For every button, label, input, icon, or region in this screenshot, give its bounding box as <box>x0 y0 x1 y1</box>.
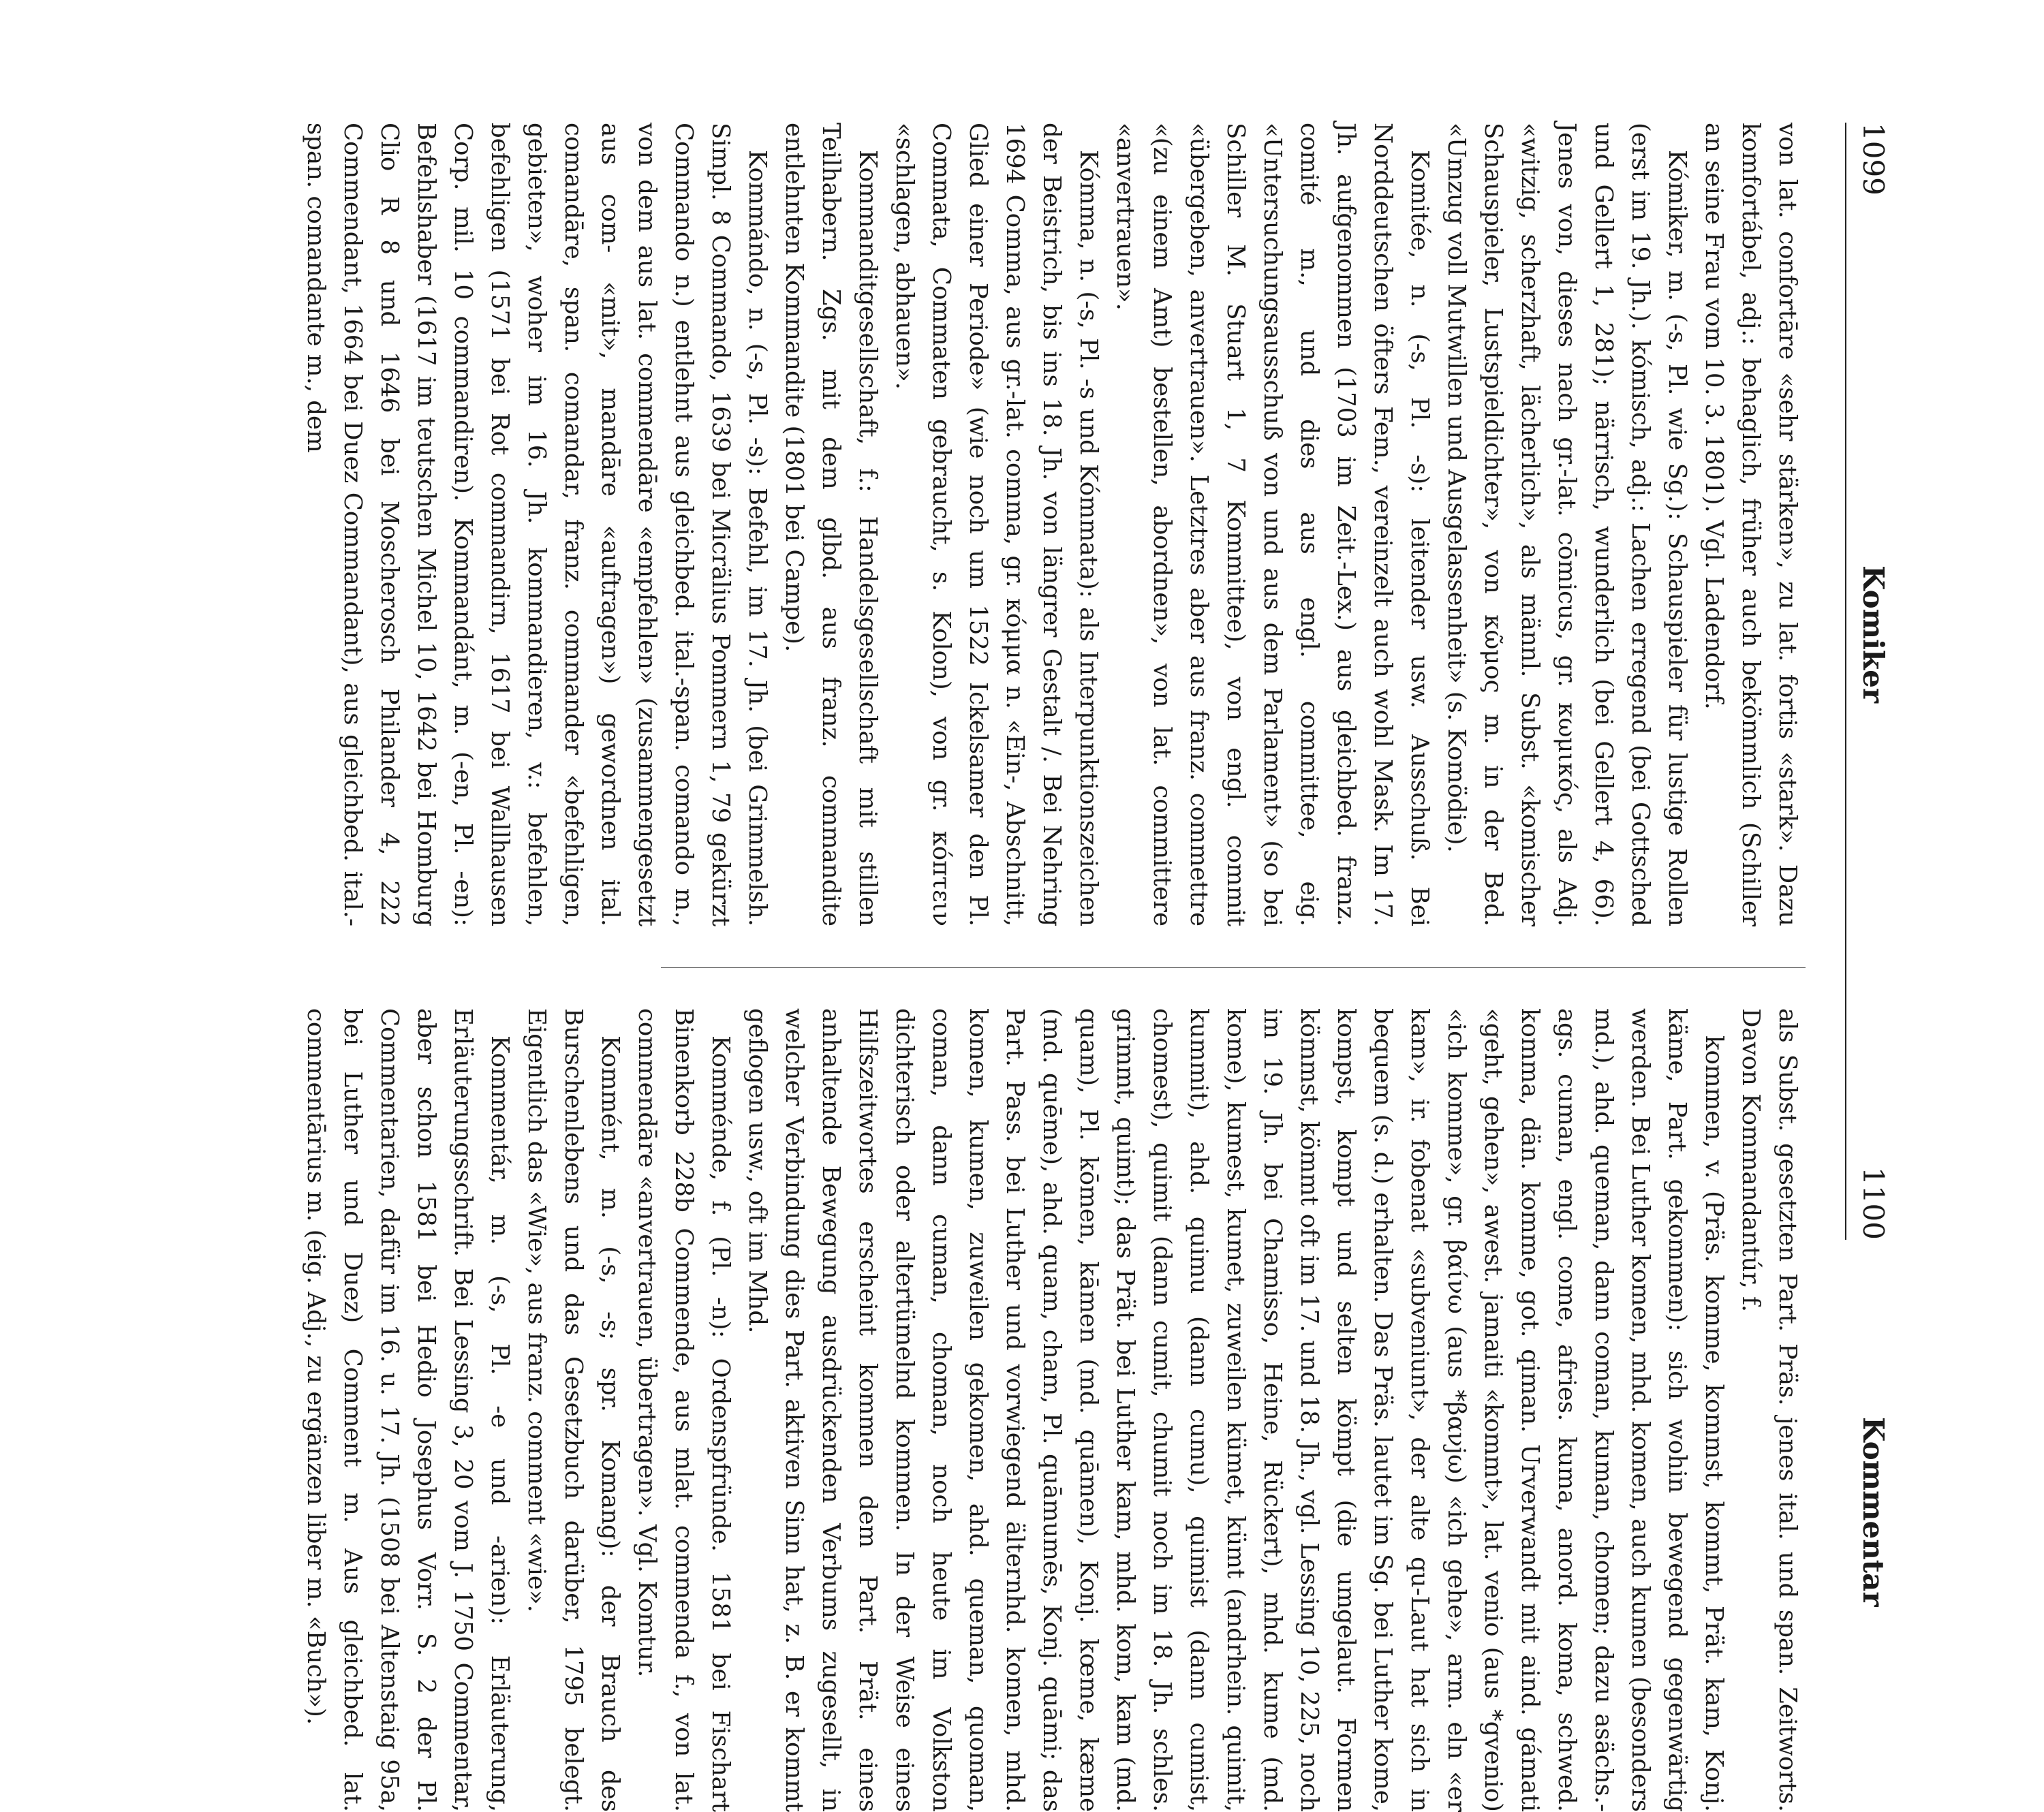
entry-kommentar: Kommentár, m. (-s, Pl. -e und -arien): Erläuterung, Erläuterungsschrift. Bei Lessing 3, 20 vom J. 1750 Commentar, aber schon 1581 bei Hedio Josephus Vorr. S. 2 der Pl. Commentarien, dafür im 16. u. 17. Jh. (1508 bei Altenstaig 95a, bei Luther und Duez) Comment m. Aus gleichbed. lat. commentārius m. (eig. Adj., zu ergänzen liber m. «Buch»). <box>302 1008 514 1812</box>
page-header <box>1845 123 1894 1607</box>
entry-komitee: Komitée, n. (-s, Pl. -s): leitender usw. Ausschuß. Bei Norddeutschen öfters Fem., vereinzelt auch wohl Mask. Im 17. Jh. aufgenommen (1703 im Zeit.-Lex.) aus gleichbed. franz. comité m., und dies aus engl. committee, eig. «Untersuchungsausschuß von und aus dem Parlament» (so bei Schiller M. Stuart 1, 7 Kommittee), von engl. commit «übergeben, anvertrauen». Letztres aber aus franz. commettre «(zu einem Amt) bestellen, abordnen», von lat. committere «anvertrauen». <box>1111 123 1434 926</box>
column-divider <box>661 967 1806 968</box>
entry-kommandant-continuation: als Subst. gesetzten Part. Präs. jenes ital. und span. Zeitworts. Davon Kommandantúr, f. <box>1737 1008 1801 1812</box>
entry-kommen: kommen, v. (Präs. komme, kommst, kommt, Prät. kam, Konj. käme, Part. gekommen): sich wohin bewegend gegenwärtig werden. Bei Luther komen, mhd. komen, auch kumen (besonders md.), ahd. queman, dann coman, kuman, chomen; dazu asächs.-ags. cuman, engl. come, afries. kuma, anord. koma, schwed. komma, dän. komme, got. qiman. Urverwandt mit aind. gámati «geht, gehen», awest. jamaiti «kommt», lat. venio (aus *gvenio) «ich komme», gr. βαίνω (aus *βανjω) «ich gehe», arm. eln «er kam», ir. fobenat «subveniunt», der alte qu-Laut hat sich in bequem (s. d.) erhalten. Das Präs. lautet im Sg. bei Luther kome, kompst, kompt und selten kömpt (die umgelaut. Formen kömmst, kömmt oft im 17. und 18. Jh., vgl. Lessing 10, 225, noch im 19. Jh. bei Chamisso, Heine, Rückert), mhd. kume (md. kome), kumest, kumet, zuweilen kümet, kümt (andrhein. quimit, kummit), ahd. quimu (dann cumu), quimist (dann cumist, chomest), quimit (dann cumit, chumit noch im 18. Jh. schles. grimmt, quimt); das Prät. bei Luther kam, mhd. kom, kam (md. quam), Pl. kōmen, kāmen (md. quāmen), Konj. kœme, kæme (md. quēme), ahd. quam, cham, Pl. quāmumēs, Konj. quāmi; das Part. Pass. bei Luther und vorwiegend älternhd. komen, mhd. komen, kumen, zuweilen gekomen, ahd. queman, quoman, coman, dann cuman, choman, noch heute im Volkston dichterisch oder altertümelnd kommen. In der Weise eines Hilfszeitwortes erscheint kommen dem Part. Prät. eines anhaltende Bewegung ausdrückenden Verbums zugesellt, in welcher Verbindung dies Part. aktiven Sinn hat, z. B. er kommt geflogen usw., oft im Mhd. <box>743 1008 1728 1812</box>
entry-kommando: Kommándo, n. (-s, Pl. -s): Befehl, im 17. Jh. (bei Grimmelsh. Simpl. 8 Commando, 1639 bei Micrälius Pommern 1, 79 gekürzt Commando n.) entlehnt aus gleichbed. ital.-span. comando m., von dem aus lat. commendāre «empfehlen» (zusammengesetzt aus com- «mit», mandāre «auftragen») gewordnen ital. comandāre, span. comandar, franz. commander «befehligen, gebieten», woher im 16. Jh. kommandieren, v.: befehlen, befehligen (1571 bei Rot commandirn, 1617 bei Wallhausen Corp. mil. 10 commandiren). Kommandánt, m. (-en, Pl. -en): Befehlshaber (1617 im teutschen Michel 10, 1642 bei Homburg Clio R 8 und 1646 bei Moscherosch Philander 4, 222 Commendant, 1664 bei Duez Commandant), aus gleichbed. ital.-span. comandante m., dem <box>302 123 771 926</box>
entry-komiker: Kómiker, m. (-s, Pl. wie Sg.): Schauspieler für lustige Rollen (erst im 19. Jh.). kómisch, adj.: Lachen erregend (bei Gottsched und Gellert 1, 281); närrisch, wunderlich (bei Gellert 4, 66). Jenes von, dieses nach gr.-lat. cōmicus, gr. κωμικός, als Adj. «witzig, scherzhaft, lächerlich», als männl. Subst. «komischer Schauspieler, Lustspieldichter», von κῶμος m. in der Bed. «Umzug voll Mutwillen und Ausgelassenheit» (s. Komödie). <box>1442 123 1691 926</box>
left-column <box>297 123 1806 926</box>
running-headword-left: Komiker <box>1857 565 1890 703</box>
entry-komma: Kómma, n. (-s, Pl. -s und Kómmata): als Interpunktionszeichen der Beistrich, bis ins 18. Jh. von längrer Gestalt /. Bei Nehring 1694 Comma, aus gr.-lat. comma, gr. κόμμα n. «Ein-, Abschnitt, Glied einer Periode» (wie noch um 1522 Ickelsamer den Pl. Commata, Commaten gebraucht, s. Kolon), von gr. κόπτειν «schlagen, abhauen». <box>891 123 1102 926</box>
right-column <box>297 1008 1806 1812</box>
running-headword-right: Kommentar <box>1857 1417 1890 1607</box>
page-number-right: 1100 <box>1857 1167 1890 1240</box>
dictionary-page <box>123 68 1921 1812</box>
entry-kommanditgesellschaft: Kommanditgesellschaft, f.: Handelsgesellschaft mit stillen Teilhabern. Zgs. mit dem glbd. aus franz. commandite entlehnten Kommandite (1801 bei Campe). <box>780 123 882 926</box>
entry-kommende: Komménde, f. (Pl. -n): Ordenspfründe. 1581 bei Fischart Binenkorb 228b Commende, aus mlat. commenda f., von lat. commendāre «anvertrauen, übertragen». Vgl. Komtur. <box>633 1008 734 1812</box>
page-number-left: 1099 <box>1857 123 1890 196</box>
entry-komment: Kommént, m. (-s, -s; spr. Komang): der Brauch des Burschenlebens und das Gesetzbuch darüber, 1795 belegt. Eigentlich das «Wie», aus franz. comment «wie». <box>523 1008 624 1812</box>
entry-komfortabel-continuation: von lat. confortāre «sehr stärken», zu lat. fortis «stark». Dazu komfortábel, adj.: behaglich, früher auch bekömmlich (Schiller an seine Frau vom 10. 3. 1801). Vgl. Ladendorf. <box>1700 123 1801 926</box>
